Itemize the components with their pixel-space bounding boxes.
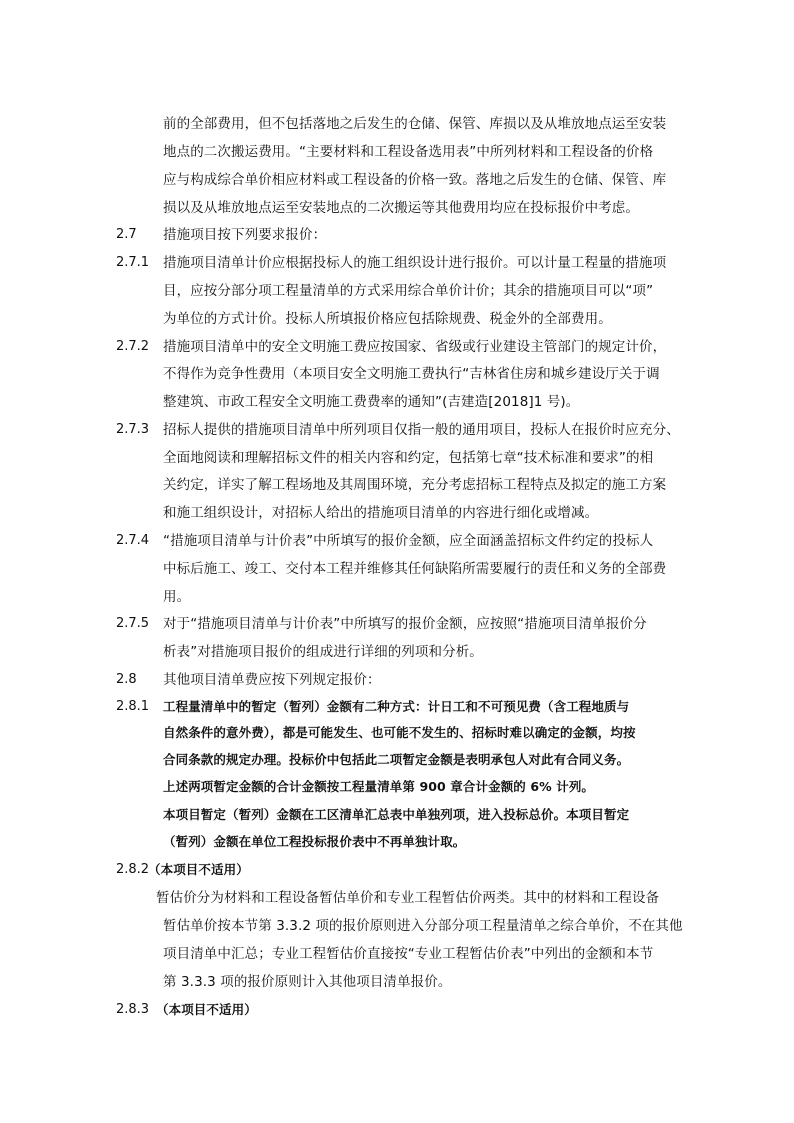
paragraph-line: 暂估价分为材料和工程设备暂估单价和专业工程暂估价两类。其中的材料和工程设备 — [156, 890, 660, 906]
paragraph-line: 应与构成综合单价相应材料或工程设备的价格一致。落地之后发生的仓储、保管、库 — [163, 172, 667, 188]
paragraph-line: 措施项目清单中的安全文明施工费应按国家、省级或行业建设主管部门的规定计价， — [163, 339, 667, 355]
not-applicable-note: （本项目不适用） — [156, 1002, 257, 1017]
section-number: 2.7.4 — [116, 533, 150, 548]
section-number: 2.8.1 — [116, 699, 150, 714]
paragraph-line: 损以及从堆放地点运至安装地点的二次搬运等其他费用均应在投标报价中考虑。 — [163, 200, 639, 216]
section-number: 2.7.1 — [116, 255, 150, 270]
paragraph-line: 为单位的方式计价。投标人所填报价格应包括除规费、税金外的全部费用。 — [163, 311, 612, 327]
paragraph-line: 用。 — [163, 589, 191, 605]
paragraph-line: 不得作为竞争性费用（本项目安全文明施工费执行“吉林省住房和城乡建设厅关于调 — [163, 366, 660, 382]
paragraph-line: 中标后施工、竣工、交付本工程并维修其任何缺陷所需要履行的责任和义务的全部费 — [163, 561, 667, 577]
section-number: 2.8 — [116, 672, 137, 687]
section-number: 2.7.5 — [116, 616, 150, 631]
section-number: 2.7 — [116, 227, 137, 242]
paragraph-line: 前的全部费用，但不包括落地之后发生的仓储、保管、库损以及从堆放地点运至安装 — [163, 116, 667, 132]
paragraph-line: 第 3.3.3 项的报价原则计入其他项目清单报价。 — [163, 974, 452, 990]
paragraph-line: 整建筑、市政工程安全文明施工费费率的通知”(吉建造[2018]1 号)。 — [163, 394, 580, 410]
paragraph-line: 本项目暂定（暂列）金额在工区清单汇总表中单独列项，进入投标总价。本项目暂定 — [163, 807, 630, 822]
paragraph-line: 合同条款的规定办理。投标价中包括此二项暂定金额是表明承包人对此有合同义务。 — [163, 752, 630, 767]
section-number: 2.8.2 — [116, 862, 150, 877]
paragraph-line: 措施项目清单计价应根据投标人的施工组织设计进行报价。可以计量工程量的措施项 — [163, 255, 667, 271]
paragraph-line: （暂列）金额在单位工程投标报价表中不再单独计取。 — [163, 834, 466, 849]
paragraph-line: 工程量清单中的暂定（暂列）金额有二种方式：计日工和不可预见费（含工程地质与 — [163, 699, 630, 714]
paragraph-line: 暂估单价按本节第 3.3.2 项的报价原则进入分部分项工程量清单之综合单价，不在其他 — [163, 918, 683, 934]
paragraph-line: 关约定，详实了解工程场地及其周围环境，充分考虑招标工程特点及拟定的施工方案 — [163, 477, 667, 493]
section-number: 2.8.3 — [116, 1002, 150, 1017]
paragraph-line: 自然条件的意外费），都是可能发生、也可能不发生的、招标时难以确定的金额，均按 — [163, 725, 636, 740]
paragraph-line: 地点的二次搬运费用。“主要材料和工程设备选用表”中所列材料和工程设备的价格 — [163, 144, 654, 160]
section-number: 2.7.3 — [116, 422, 150, 437]
paragraph-line: 析表”对措施项目报价的组成进行详细的列项和分析。 — [163, 644, 483, 660]
section-number: 2.7.2 — [116, 339, 150, 354]
paragraph-line: 和施工组织设计，对招标人给出的措施项目清单的内容进行细化或增减。 — [163, 505, 599, 521]
paragraph-line: 对于“措施项目清单与计价表”中所填写的报价金额，应按照“措施项目清单报价分 — [163, 616, 647, 632]
not-applicable-note: （本项目不适用） — [148, 862, 249, 877]
paragraph-line: 招标人提供的措施项目清单中所列项目仅指一般的通用项目，投标人在报价时应充分、 — [163, 422, 680, 438]
paragraph-line: “措施项目清单与计价表”中所填写的报价金额，应全面涵盖招标文件约定的投标人 — [163, 533, 654, 549]
paragraph-line: 项目清单中汇总；专业工程暂估价直接按“专业工程暂估价表”中列出的金额和本节 — [163, 946, 654, 962]
paragraph-line: 上述两项暂定金额的合计金额按工程量清单第 900 章合计金额的 6% 计列。 — [163, 779, 595, 794]
paragraph-line: 目，应按分部分项工程量清单的方式采用综合单价计价；其余的措施项目可以“项” — [163, 283, 654, 299]
paragraph-line: 全面地阅读和理解招标文件的相关内容和约定，包括第七章“技术标准和要求”的相 — [163, 450, 654, 466]
section-heading: 措施项目按下列要求报价： — [163, 227, 327, 243]
section-heading: 其他项目清单费应按下列规定报价： — [163, 672, 381, 688]
